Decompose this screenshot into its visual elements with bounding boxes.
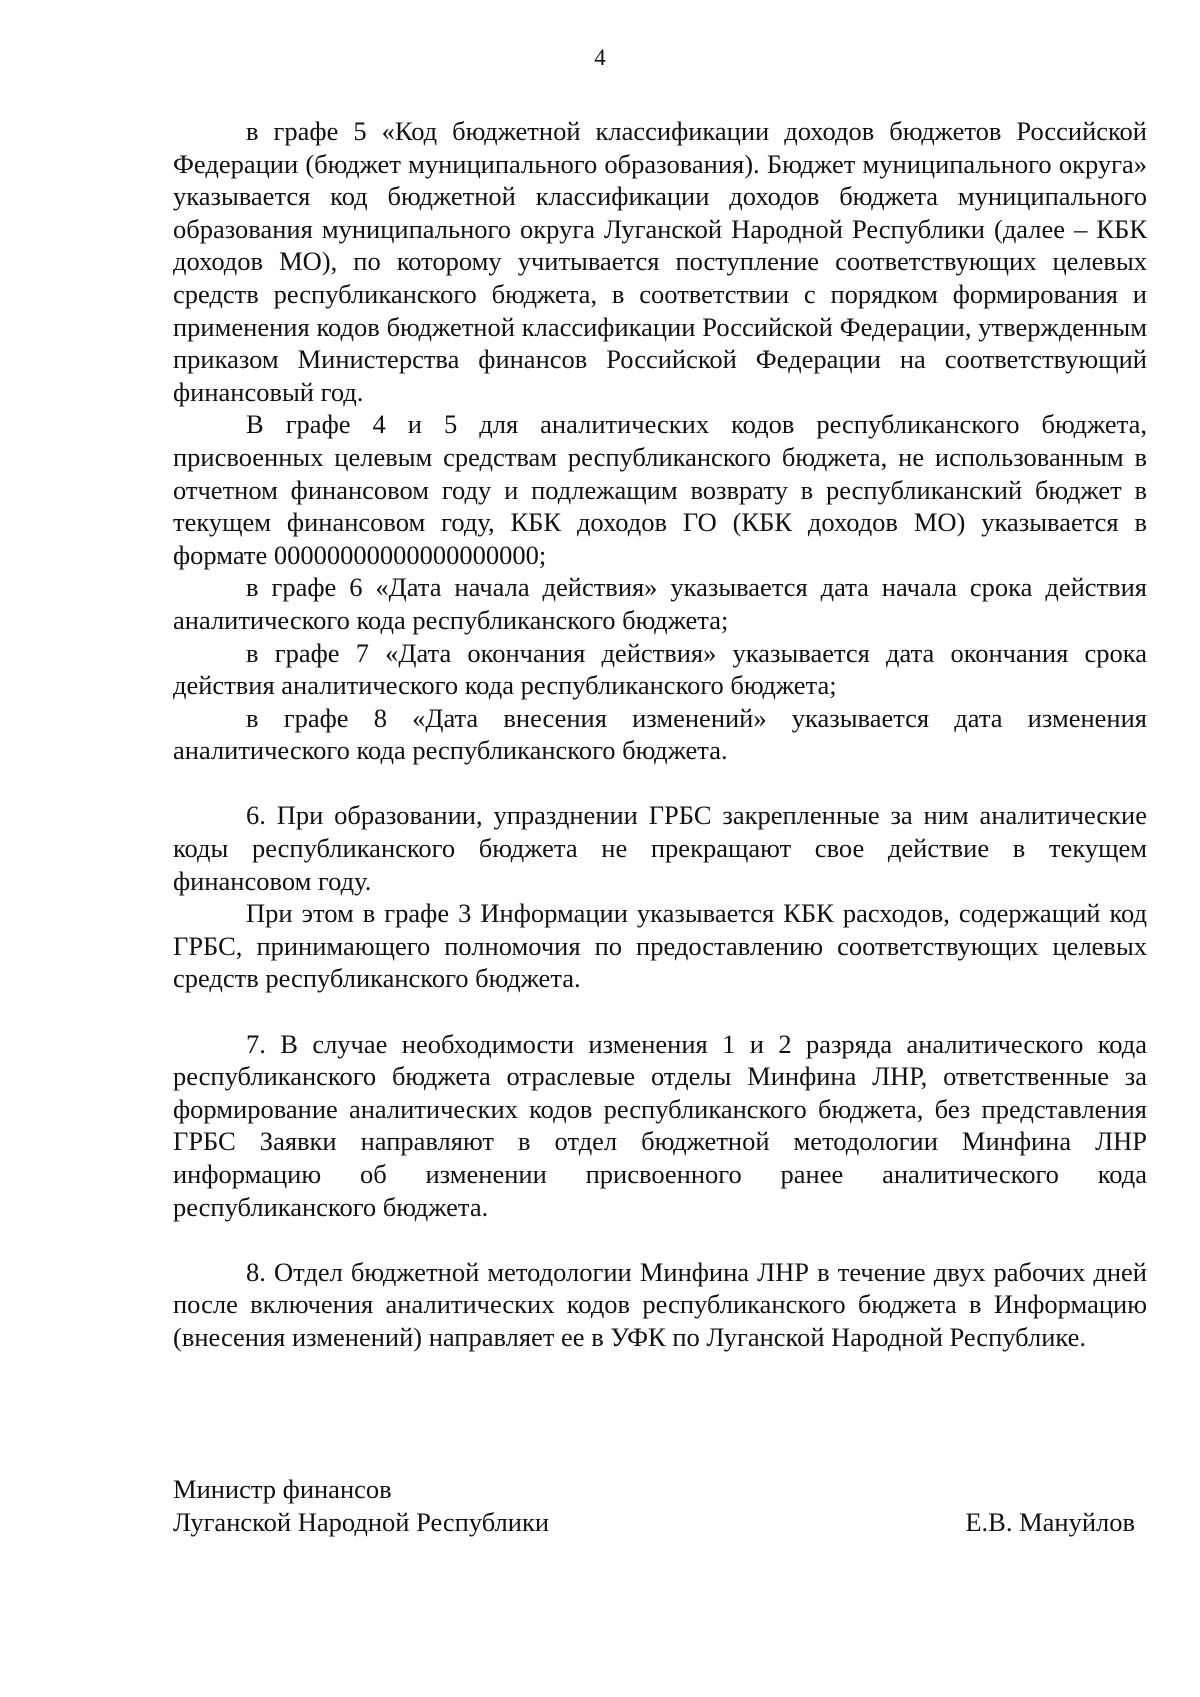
clause-6-continuation: При этом в графе 3 Информации указывается КБК расходов, содержащий код ГРБС, принимающего полномочия по предоставлению соответствующих целевых средств республиканского бюджета. xyxy=(173,898,1147,994)
clause-6: 6. При образовании, упразднении ГРБС закрепленные за ним аналитические коды республиканского бюджета не прекращают свое действие в текущем финансовом году. xyxy=(173,800,1147,896)
paragraph-column-7: в графе 7 «Дата окончания действия» указывается дата окончания срока действия аналитического кода республиканского бюджета; xyxy=(173,637,1147,701)
paragraph-column-6: в графе 6 «Дата начала действия» указывается дата начала срока действия аналитического кода республиканского бюджета; xyxy=(173,572,1147,635)
signature-row xyxy=(173,1506,1135,1539)
paragraph-column-5: в графе 5 «Код бюджетной классификации доходов бюджетов Российской Федерации (бюджет муниципального образования). Бюджет муниципального округа» указывается код бюджетной классификации доходов бюджета муниципального образования муниципального округа Луганской Народной Республики (далее – КБК доходов МО), по которому учитывается поступление соответствующих целевых средств республиканского бюджета, в соответствии с порядком формирования и применения кодов бюджетной классификации Российской Федерации, утвержденным приказом Министерства финансов Российской Федерации на соответствующий финансовый год. xyxy=(173,116,1147,407)
signatory-position-line2: Луганской Народной Республики xyxy=(173,1506,550,1537)
signature-block xyxy=(173,1473,1135,1538)
page-number: 4 xyxy=(594,45,606,70)
paragraph-columns-4-5: В графе 4 и 5 для аналитических кодов республиканского бюджета, присвоенных целевым средствам республиканского бюджета, не использованным в отчетном финансовом году и подлежащим возврату в республиканский бюджет в текущем финансовом году, КБК доходов ГО (КБК доходов МО) указывается в формате 00000000000000000000; xyxy=(173,409,1147,570)
paragraph-column-8: в графе 8 «Дата внесения изменений» указывается дата изменения аналитического кода республиканского бюджета. xyxy=(173,702,1147,766)
document-body xyxy=(173,115,1147,1354)
signatory-name: Е.В. Мануйлов xyxy=(965,1506,1135,1537)
signatory-position-line1: Министр финансов xyxy=(173,1474,392,1504)
clause-8: 8. Отдел бюджетной методологии Минфина ЛНР в течение двух рабочих дней после включения аналитических кодов республиканского бюджета в Информацию (внесения изменений) направляет ее в УФК по Луганской Народной Республике. xyxy=(173,1256,1147,1352)
clause-7: 7. В случае необходимости изменения 1 и 2 разряда аналитического кода республиканского бюджета отраслевые отделы Минфина ЛНР, ответственные за формирование аналитических кодов республиканского бюджета, без представления ГРБС Заявки направляют в отдел бюджетной методологии Минфина ЛНР информацию об изменении присвоенного ранее аналитического кода республиканского бюджета. xyxy=(173,1028,1147,1222)
